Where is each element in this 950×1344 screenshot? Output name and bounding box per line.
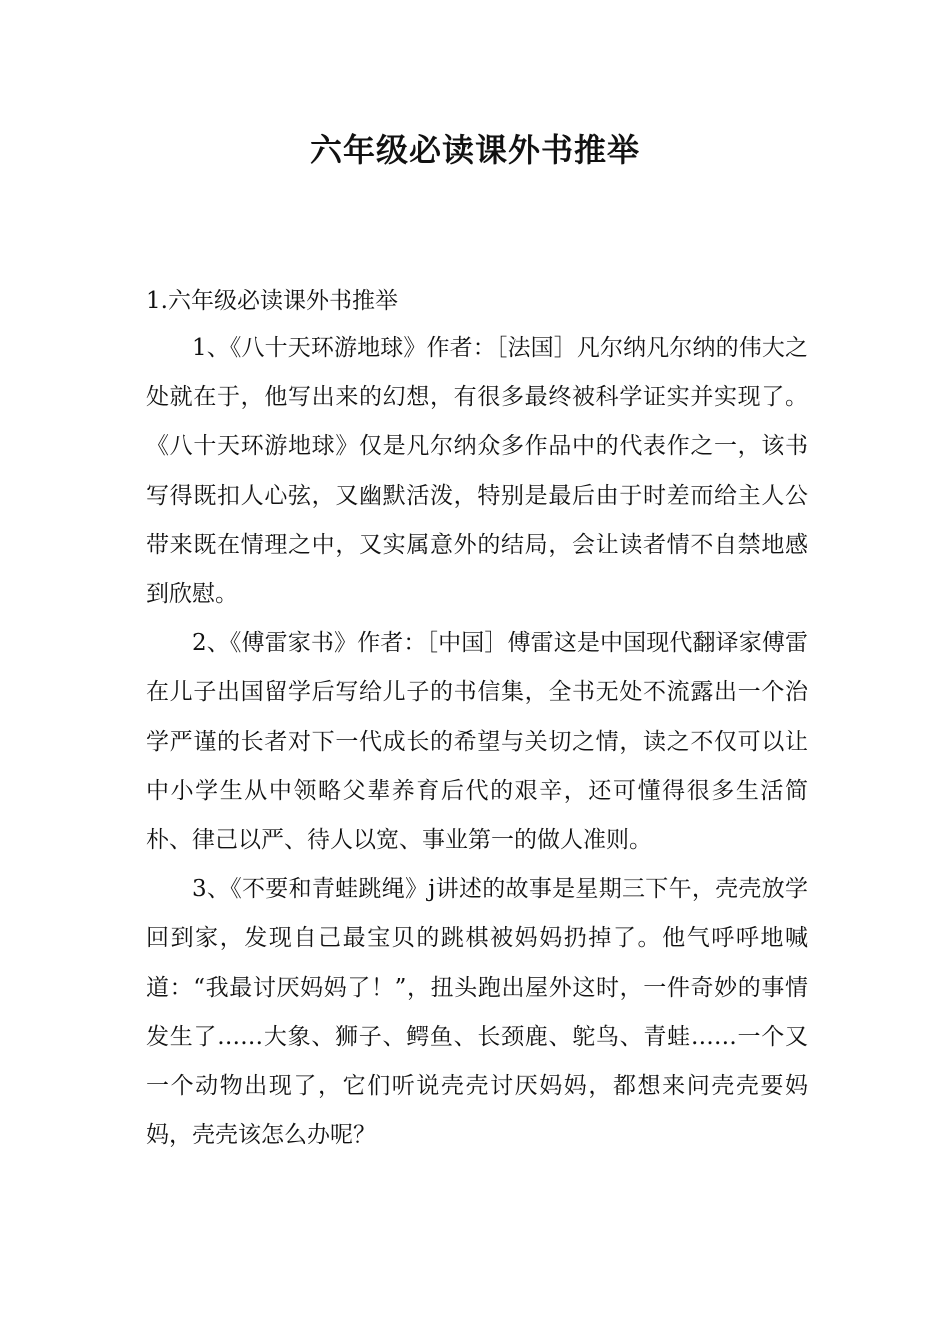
section-heading: 1.六年级必读课外书推举 bbox=[146, 288, 398, 314]
document-title: 六年级必读课外书推举 bbox=[309, 131, 640, 169]
document-body bbox=[146, 278, 808, 1160]
paragraph-book-3: 3、《不要和青蛙跳绳》j讲述的故事是星期三下午，壳壳放学回到家，发现自己最宝贝的跳棋被妈妈扔掉了。他气呼呼地喊道：“我最讨厌妈妈了！”，扭头跑出屋外这时，一件奇妙的事情发生了……大象、狮子、鳄鱼、长颈鹿、鸵鸟、青蛙……一个又一个动物出现了，它们听说壳壳讨厌妈妈，都想来问壳壳要妈妈，壳壳该怎么办呢？ bbox=[146, 876, 808, 1149]
paragraph-book-1: 1、《八十天环游地球》作者：［法国］凡尔纳凡尔纳的伟大之处就在于，他写出来的幻想，有很多最终被科学证实并实现了。《八十天环游地球》仅是凡尔纳众多作品中的代表作之一，该书写得既扣人心弦，又幽默活泼，特别是最后由于时差而给主人公带来既在情理之中，又实属意外的结局，会让读者情不自禁地感到欣慰。 bbox=[146, 335, 808, 608]
paragraph-book-2: 2、《傅雷家书》作者：［中国］傅雷这是中国现代翻译家傅雷在儿子出国留学后写给儿子的书信集，全书无处不流露出一个治学严谨的长者对下一代成长的希望与关切之情，读之不仅可以让中小学生从中领略父辈养育后代的艰辛，还可懂得很多生活简朴、律己以严、待人以宽、事业第一的做人准则。 bbox=[146, 630, 808, 854]
